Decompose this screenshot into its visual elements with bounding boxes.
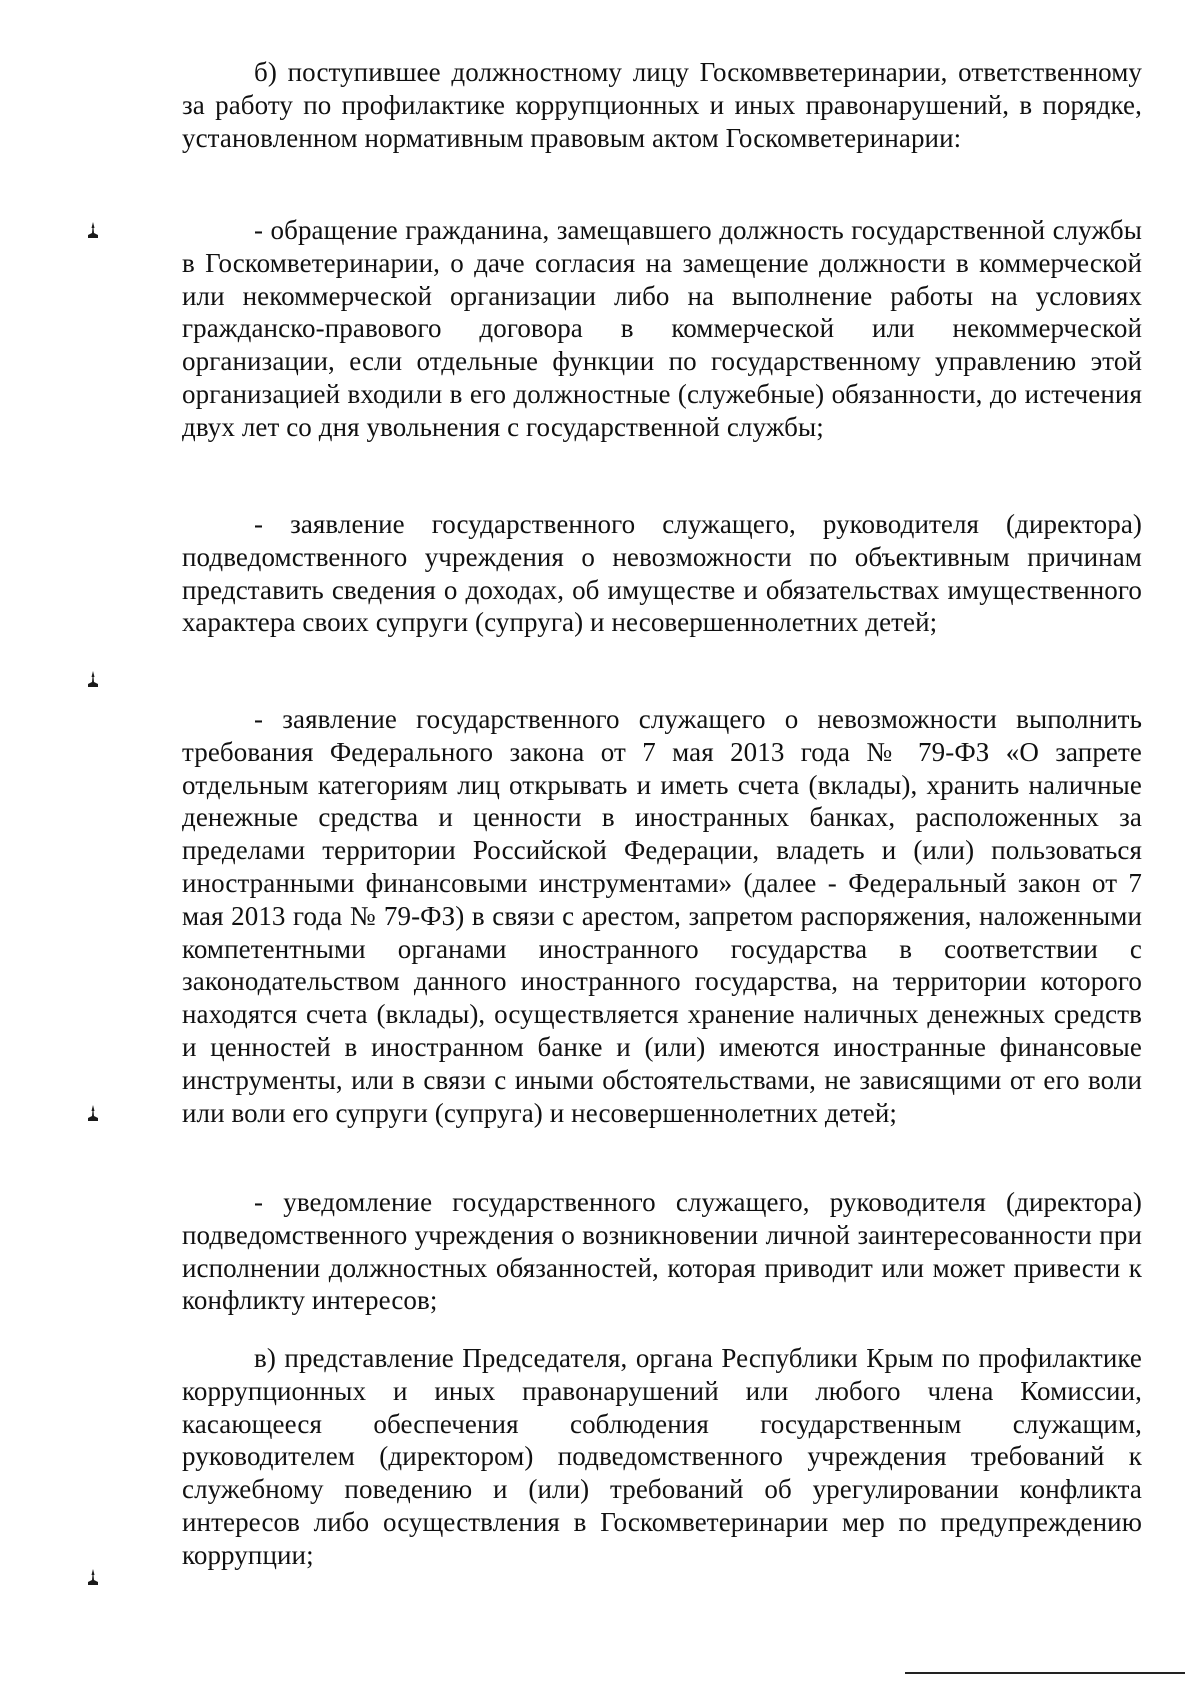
binding-hole-mark-icon xyxy=(86,1104,100,1122)
footnote-separator-line xyxy=(905,1672,1185,1674)
binding-hole-mark-icon xyxy=(86,221,100,239)
binding-hole-mark-icon xyxy=(86,670,100,688)
binding-hole-mark-icon xyxy=(86,1568,100,1586)
paragraph-federal-law-impossibility: - заявление государственного служащего о невозможности выполнить требования Федерального закона от 7 мая 2013 года № 79-ФЗ «О запрете отдельным категориям лиц открывать и иметь счета (вклады), хранить наличные денежные средства и ценности в иностранных банках, расположенных за пределами территории Российской Федерации, владеть и (или) пользоваться иностранными финансовыми инструментами» (далее - Федеральный закон от 7 мая 2013 года № 79-ФЗ) в связи с арестом, запретом распоряжения, наложенными компетентными органами иностранного государства в соответствии с законодательством данного иностранного государства, на территории которого находятся счета (вклады), осуществляется хранение наличных денежных средств и ценностей в иностранном банке и (или) имеются иностранные финансовые инструменты, или в связи с иными обстоятельствами, не зависящими от его воли или воли его супруги (супруга) и несовершеннолетних детей; xyxy=(182,704,1142,1128)
paragraph-conflict-of-interest-notice: - уведомление государственного служащего, руководителя (директора) подведомственного учреждения о возникновении личной заинтересованности при исполнении должностных обязанностей, которая приводит или может привести к конфликту интересов; xyxy=(182,1187,1142,1316)
paragraph-citizen-appeal: - обращение гражданина, замещавшего должность государственной службы в Госкомветеринарии, о даче согласия на замещение должности в коммерческой или некоммерческой организации либо на выполнение работы на условиях гражданско-правового договора в коммерческой или некоммерческой организации, если отдельные функции по государственному управлению этой организацией входили в его должностные (служебные) обязанности, до истечения двух лет со дня увольнения с государственной службы; xyxy=(182,215,1142,442)
paragraph-income-statement-impossibility: - заявление государственного служащего, руководителя (директора) подведомственного учреждения о невозможности по объективным причинам представить сведения о доходах, об имуществе и обязательствах имущественного характера своих супруги (супруга) и несовершеннолетних детей; xyxy=(182,509,1142,638)
paragraph-b-incoming-request: б) поступившее должностному лицу Госкомвветеринарии, ответственному за работу по профилактике коррупционных и иных правонарушений, в порядке, установленном нормативным правовым актом Госкомветеринарии: xyxy=(182,57,1142,153)
paragraph-c-chairman-submission: в) представление Председателя, органа Республики Крым по профилактике коррупционных и иных правонарушений или любого члена Комиссии, касающееся обеспечения соблюдения государственным служащим, руководителем (директором) подведомственного учреждения требований к служебному поведению и (или) требований об урегулировании конфликта интересов либо осуществления в Госкомветеринарии мер по предупреждению коррупции; xyxy=(182,1343,1142,1570)
